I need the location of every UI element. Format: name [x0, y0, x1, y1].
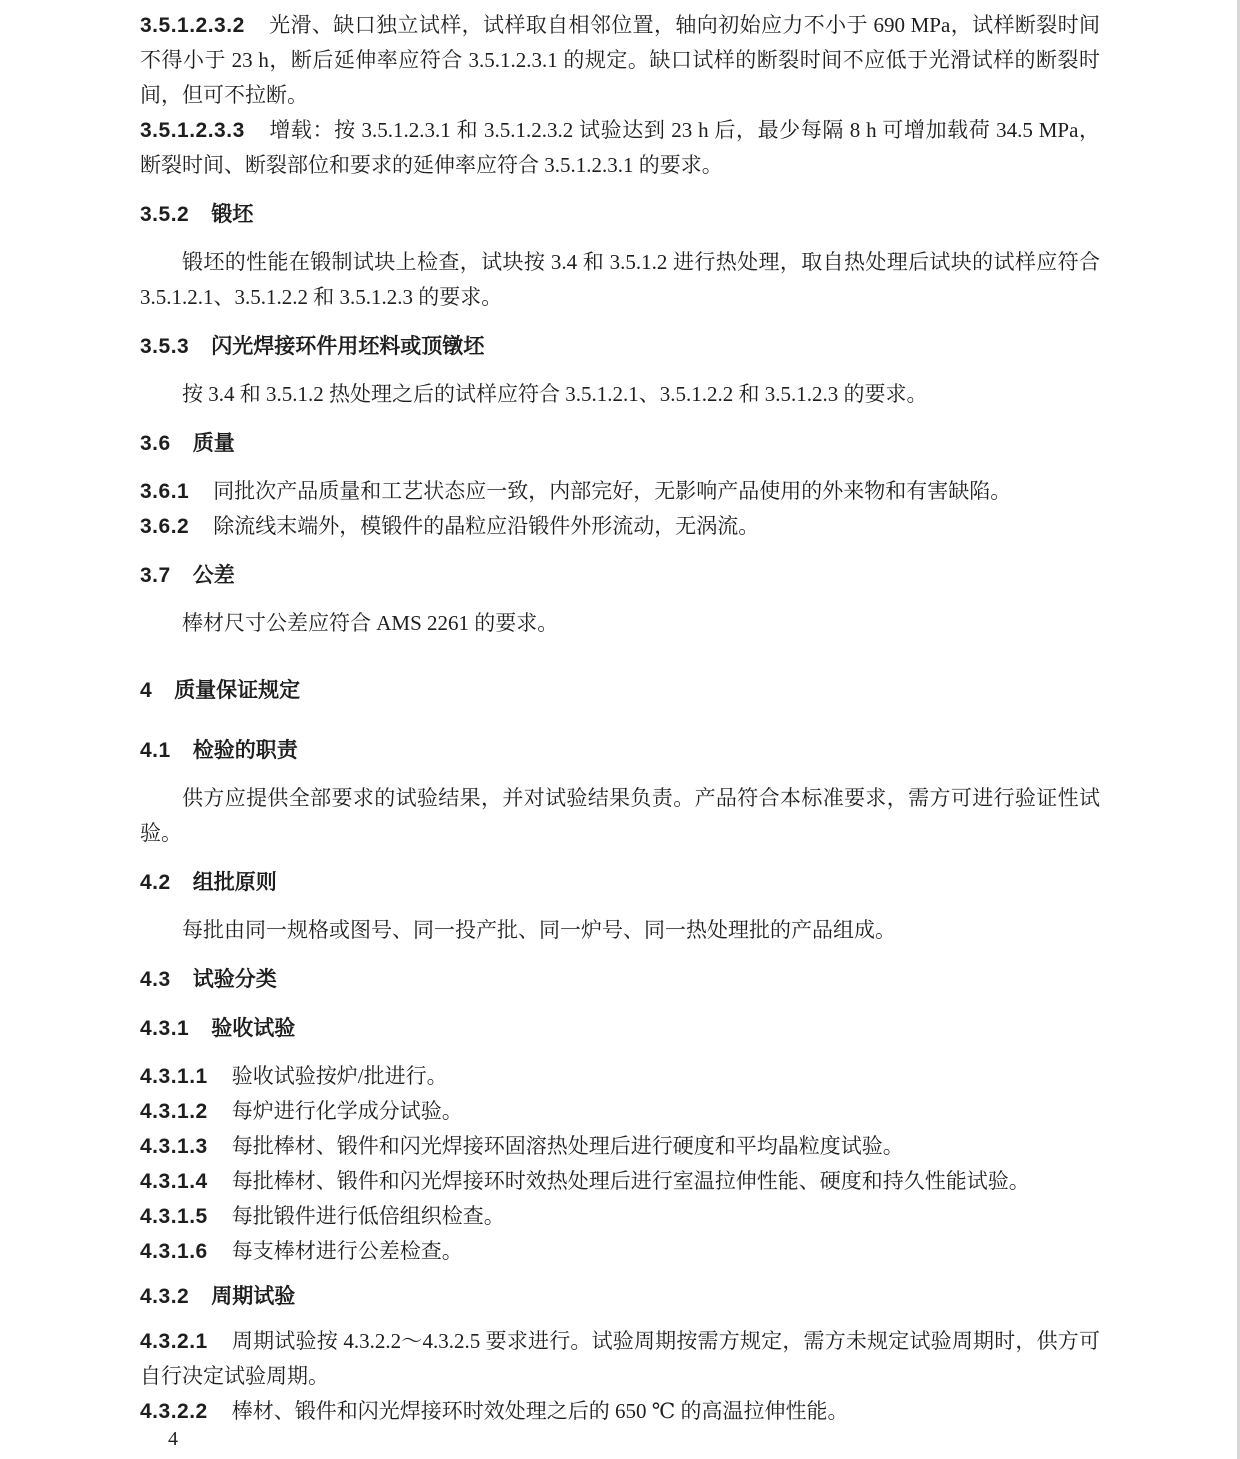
clause-4.3.1.3	[140, 1129, 1100, 1164]
heading-4.3.2	[140, 1279, 1100, 1314]
clause-number: 4.3.1.4	[140, 1170, 208, 1193]
clause-3.5.1.2.3.3	[140, 113, 1100, 183]
heading-number: 4	[140, 679, 153, 702]
clause-text: 棒材、锻件和闪光焊接环时效处理之后的 650 ℃ 的高温拉伸性能。	[231, 1399, 849, 1423]
clause-text: 除流线末端外，模锻件的晶粒应沿锻件外形流动，无涡流。	[213, 514, 760, 538]
paragraph-flash-weld: 按 3.4 和 3.5.1.2 热处理之后的试样应符合 3.5.1.2.1、3.5.1.2.2 和 3.5.1.2.3 的要求。	[182, 382, 928, 406]
clause-4.3.2.1	[140, 1324, 1100, 1394]
clause-text: 每批棒材、锻件和闪光焊接环固溶热处理后进行硬度和平均晶粒度试验。	[231, 1134, 904, 1158]
heading-number: 4.3.1	[140, 1017, 190, 1040]
heading-number: 4.3.2	[140, 1285, 190, 1308]
clause-number: 4.3.2.2	[140, 1400, 208, 1423]
paragraph-inspection-duty: 供方应提供全部要求的试验结果，并对试验结果负责。产品符合本标准要求，需方可进行验证性试验。	[140, 786, 1100, 845]
heading-3.7	[140, 558, 1100, 593]
clause-4.3.1.2	[140, 1094, 1100, 1129]
paragraph-forging-stock: 锻坯的性能在锻制试块上检查，试块按 3.4 和 3.5.1.2 进行热处理，取自热处理后试块的试样应符合 3.5.1.2.1、3.5.1.2.2 和 3.5.1.2.3 的要求。	[140, 250, 1100, 309]
heading-3.6	[140, 426, 1100, 461]
clause-number: 4.3.1.6	[140, 1240, 208, 1263]
heading-text: 验收试验	[211, 1017, 296, 1040]
heading-number: 3.5.2	[140, 203, 190, 226]
clause-text: 增载：按 3.5.1.2.3.1 和 3.5.1.2.3.2 试验达到 23 h 后，最少每隔 8 h 可增加载荷 34.5 MPa，断裂时间、断裂部位和要求的延伸率应符合 3.5.1.2.3.1 的要求。	[140, 118, 1100, 177]
heading-4	[140, 673, 1100, 708]
heading-text: 检验的职责	[192, 739, 298, 762]
clause-text: 同批次产品质量和工艺状态应一致，内部完好，无影响产品使用的外来物和有害缺陷。	[213, 479, 1012, 503]
clause-3.6.1	[140, 474, 1100, 509]
clause-3.6.2	[140, 509, 1100, 544]
paragraph-tolerance: 棒材尺寸公差应符合 AMS 2261 的要求。	[182, 611, 559, 635]
heading-text: 周期试验	[211, 1285, 296, 1308]
paragraph-lot-rule: 每批由同一规格或图号、同一投产批、同一炉号、同一热处理批的产品组成。	[182, 918, 896, 942]
heading-text: 组批原则	[192, 871, 277, 894]
heading-text: 锻坯	[211, 203, 254, 226]
heading-number: 4.1	[140, 739, 171, 762]
heading-number: 3.5.3	[140, 335, 190, 358]
heading-text: 试验分类	[192, 968, 277, 991]
heading-number: 3.6	[140, 432, 171, 455]
heading-number: 4.2	[140, 871, 171, 894]
clause-text: 每批棒材、锻件和闪光焊接环时效热处理后进行室温拉伸性能、硬度和持久性能试验。	[231, 1169, 1030, 1193]
heading-4.2	[140, 865, 1100, 900]
clause-number: 4.3.1.1	[140, 1065, 208, 1088]
heading-text: 公差	[192, 564, 235, 587]
heading-4.3	[140, 962, 1100, 997]
clause-number: 4.3.2.1	[140, 1330, 208, 1353]
heading-number: 3.7	[140, 564, 171, 587]
clause-number: 3.5.1.2.3.3	[140, 119, 245, 142]
clause-4.3.1.4	[140, 1164, 1100, 1199]
heading-4.3.1	[140, 1011, 1100, 1046]
clause-3.5.1.2.3.2	[140, 8, 1100, 113]
clause-text: 周期试验按 4.3.2.2～4.3.2.5 要求进行。试验周期按需方规定，需方未规定试验周期时，供方可自行决定试验周期。	[140, 1329, 1100, 1388]
heading-4.1	[140, 733, 1100, 768]
clause-number: 3.6.2	[140, 515, 190, 538]
clause-number: 4.3.1.2	[140, 1100, 208, 1123]
heading-text: 质量	[192, 432, 235, 455]
page-number: 4	[168, 1428, 178, 1450]
clause-4.3.1.5	[140, 1199, 1100, 1234]
clause-text: 验收试验按炉/批进行。	[231, 1064, 448, 1088]
heading-number: 4.3	[140, 968, 171, 991]
clause-text: 光滑、缺口独立试样，试样取自相邻位置，轴向初始应力不小于 690 MPa，试样断裂时间不得小于 23 h，断后延伸率应符合 3.5.1.2.3.1 的规定。缺口试样的断裂时间不应低于光滑试样的断裂时间，但可不拉断。	[140, 13, 1100, 107]
clause-text: 每炉进行化学成分试验。	[231, 1099, 463, 1123]
heading-3.5.2	[140, 197, 1100, 232]
heading-text: 闪光焊接环件用坯料或顶镦坯	[211, 335, 485, 358]
clause-4.3.1.6	[140, 1234, 1100, 1269]
heading-3.5.3	[140, 329, 1100, 364]
clause-text: 每支棒材进行公差检查。	[231, 1239, 463, 1263]
clause-4.3.1.1	[140, 1059, 1100, 1094]
clause-4.3.2.2	[140, 1394, 1100, 1429]
clause-number: 3.5.1.2.3.2	[140, 14, 245, 37]
clause-number: 4.3.1.5	[140, 1205, 208, 1228]
clause-number: 4.3.1.3	[140, 1135, 208, 1158]
clause-number: 3.6.1	[140, 480, 190, 503]
heading-text: 质量保证规定	[174, 679, 301, 702]
clause-text: 每批锻件进行低倍组织检查。	[231, 1204, 505, 1228]
